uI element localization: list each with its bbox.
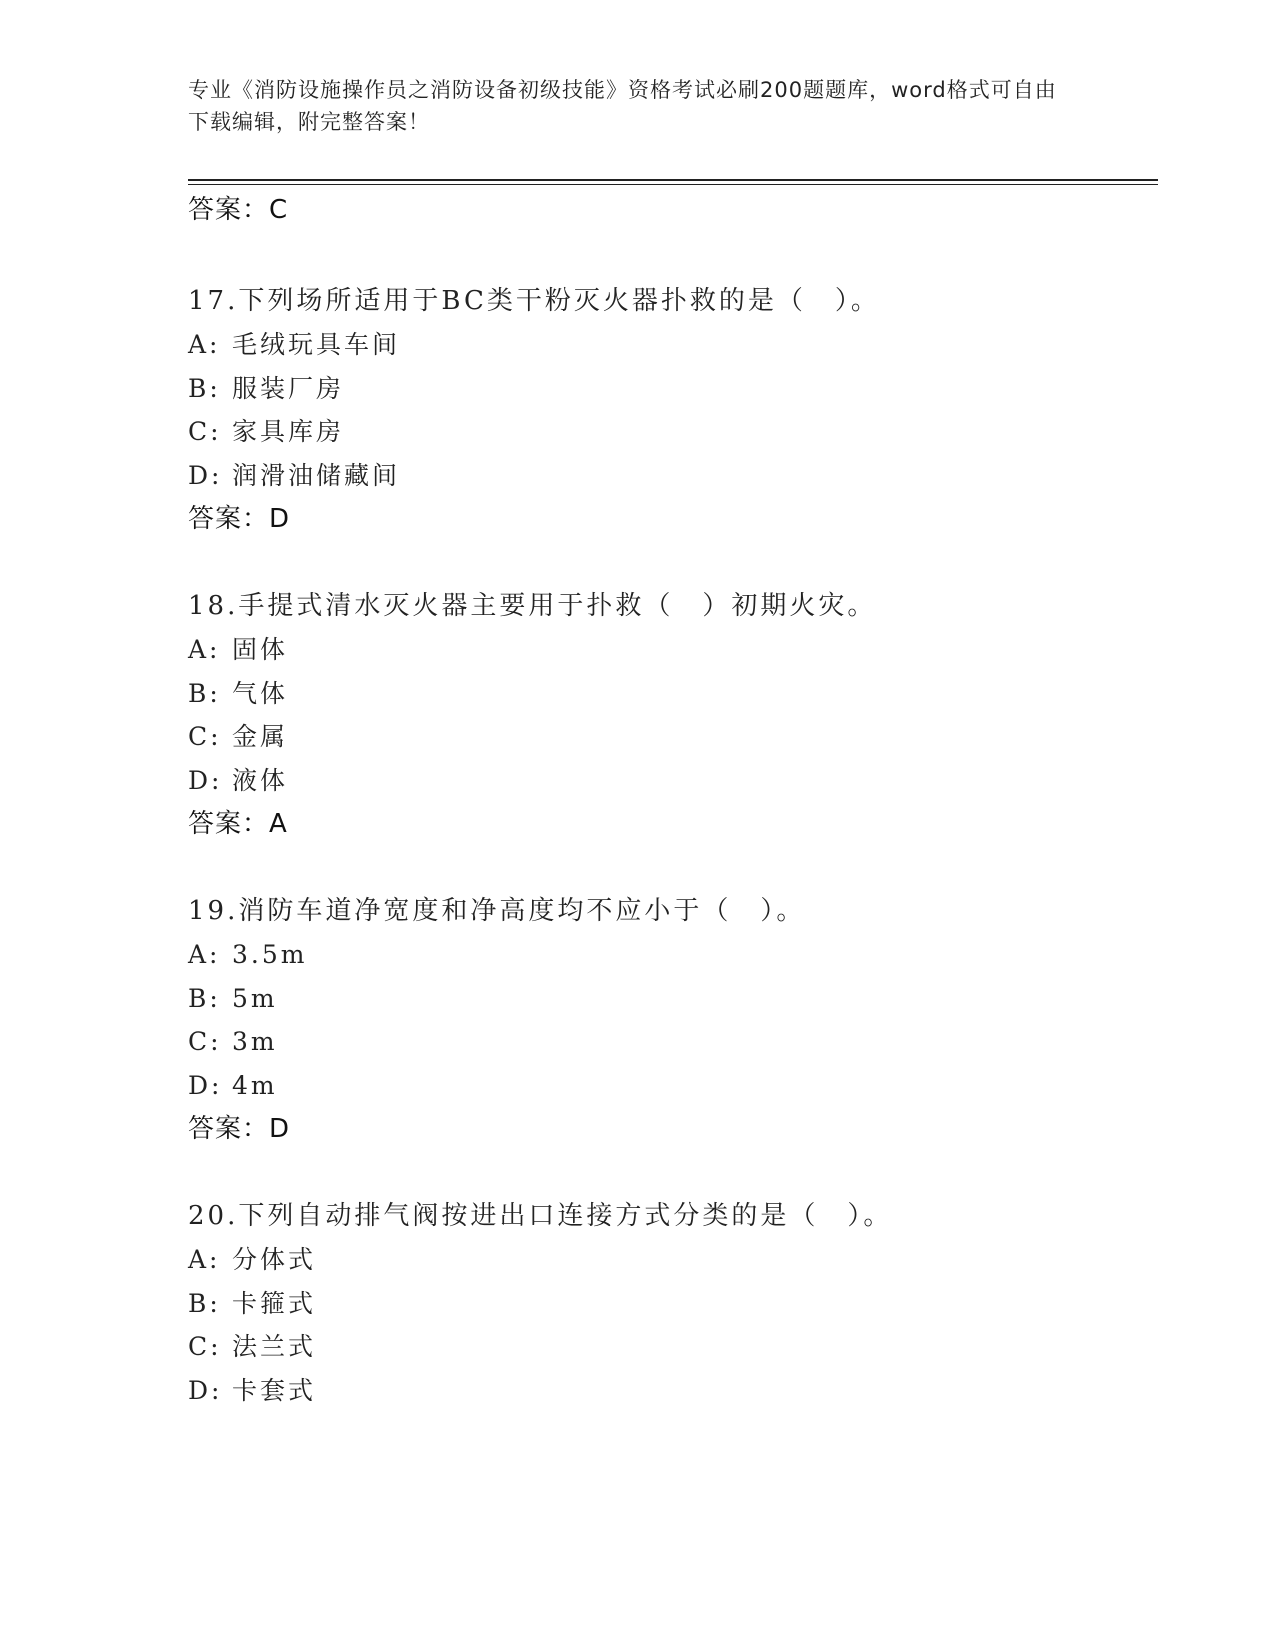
question-20-text: 20.下列自动排气阀按进出口连接方式分类的是（ ）。 xyxy=(188,1201,893,1231)
question-20-option-a xyxy=(188,1243,316,1277)
answer-q18: 答案：A xyxy=(188,809,288,839)
question-19-text: 19.消防车道净宽度和净高度均不应小于（ ）。 xyxy=(188,896,806,926)
option-text: 家具库房 xyxy=(232,417,345,446)
answer-q16: 答案：C xyxy=(188,195,289,225)
option-text: 润滑油储藏间 xyxy=(232,461,401,490)
option-key: B: xyxy=(188,374,221,403)
question-17-option-a xyxy=(188,328,400,362)
question-17-option-d xyxy=(188,459,400,493)
question-17-option-c xyxy=(188,415,344,449)
option-text: 固体 xyxy=(232,635,289,664)
question-18-option-d xyxy=(188,764,288,798)
option-text: 3.5m xyxy=(232,940,308,969)
option-key: D: xyxy=(188,461,223,490)
question-18-text: 18.手提式清水灭火器主要用于扑救（ ）初期火灾。 xyxy=(188,591,877,621)
page-header-title: 专业《消防设施操作员之消防设备初级技能》资格考试必刷200题题库，word格式可自由下载编辑，附完整答案！ xyxy=(188,78,1057,134)
option-key: B: xyxy=(188,1289,221,1318)
question-20-option-d xyxy=(188,1374,316,1408)
option-text: 金属 xyxy=(232,722,289,751)
question-19-option-a xyxy=(188,938,307,972)
question-18-option-c xyxy=(188,720,288,754)
question-17-option-b xyxy=(188,372,344,406)
option-key: C: xyxy=(188,1332,222,1361)
question-19-option-b xyxy=(188,982,278,1016)
question-20-option-c xyxy=(188,1330,316,1364)
question-17-text: 17.下列场所适用于BC类干粉灭火器扑救的是（ ）。 xyxy=(188,286,880,316)
option-key: B: xyxy=(188,984,221,1013)
option-text: 气体 xyxy=(232,679,289,708)
option-key: C: xyxy=(188,1027,222,1056)
option-text: 法兰式 xyxy=(232,1332,317,1361)
answer-q17: 答案：D xyxy=(188,504,291,534)
option-key: A: xyxy=(188,635,221,664)
option-text: 液体 xyxy=(232,766,289,795)
option-key: D: xyxy=(188,766,223,795)
option-text: 5m xyxy=(232,984,278,1013)
option-key: D: xyxy=(188,1376,223,1405)
option-text: 毛绒玩具车间 xyxy=(232,330,401,359)
option-text: 分体式 xyxy=(232,1245,317,1274)
option-key: C: xyxy=(188,417,222,446)
option-key: A: xyxy=(188,330,221,359)
question-20-option-b xyxy=(188,1287,316,1321)
option-text: 卡箍式 xyxy=(232,1289,317,1318)
option-key: D: xyxy=(188,1071,223,1100)
option-key: C: xyxy=(188,722,222,751)
header-divider-thin xyxy=(188,184,1158,185)
option-key: A: xyxy=(188,1245,221,1274)
answer-q19: 答案：D xyxy=(188,1114,291,1144)
option-text: 服装厂房 xyxy=(232,374,345,403)
option-text: 卡套式 xyxy=(232,1376,317,1405)
question-19-option-c xyxy=(188,1025,278,1059)
option-text: 3m xyxy=(232,1027,278,1056)
question-18-option-a xyxy=(188,633,288,667)
option-key: A: xyxy=(188,940,221,969)
option-key: B: xyxy=(188,679,221,708)
question-19-option-d xyxy=(188,1069,278,1103)
header-divider-thick xyxy=(188,179,1158,181)
question-18-option-b xyxy=(188,677,288,711)
option-text: 4m xyxy=(232,1071,278,1100)
